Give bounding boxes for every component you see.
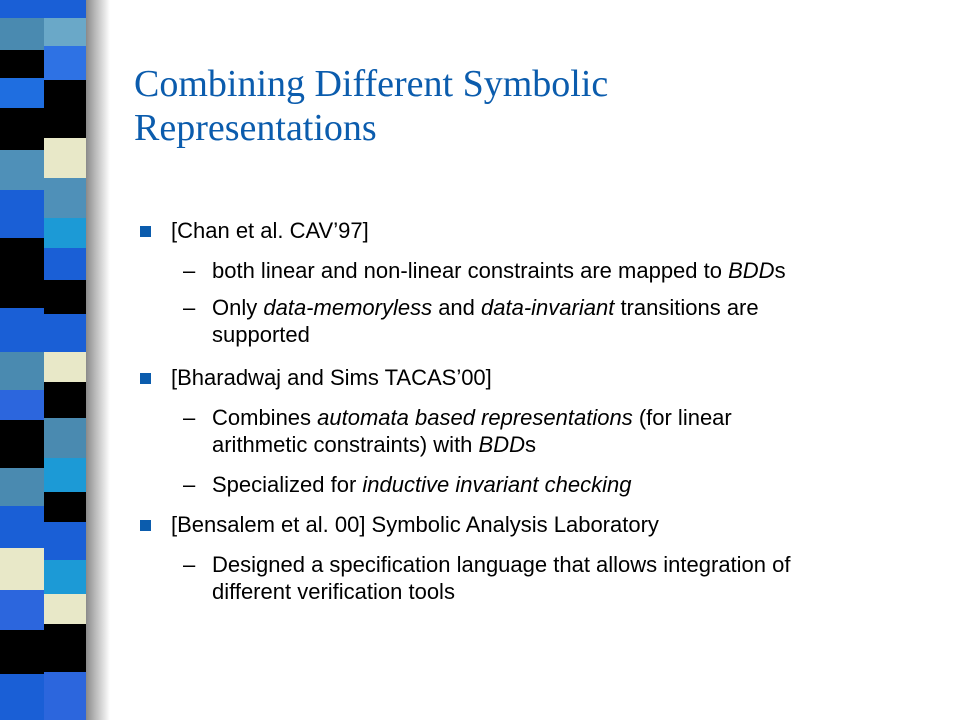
sub-item-text — [212, 472, 631, 498]
sub-item-part: s — [524, 432, 536, 457]
sub-item-italic: automata based representations — [317, 405, 633, 430]
sub-item-part: and — [432, 295, 482, 320]
dash-marker: – — [183, 472, 196, 497]
sub-item-part: transitions are — [614, 295, 759, 320]
sub-item-part: arithmetic constraints) with — [212, 432, 479, 457]
sub-item-italic: inductive invariant checking — [362, 472, 632, 497]
sub-item-text — [212, 258, 786, 284]
slide-title-line2: Representations — [134, 107, 377, 149]
sub-item-part: Specialized for — [212, 472, 363, 497]
sub-item-italic: data-memoryless — [263, 295, 433, 320]
dash-marker: – — [183, 552, 196, 577]
sub-item-part: Only — [212, 295, 264, 320]
sub-item-italic: BDD — [728, 258, 775, 283]
slide-title-line1: Combining Different Symbolic — [134, 63, 609, 105]
sub-item-part: both linear and non-linear constraints are mapped to — [212, 258, 729, 283]
dash-marker: – — [183, 295, 196, 320]
bullet-square-icon — [140, 373, 151, 384]
sub-item-text-continued — [212, 432, 536, 458]
sub-item-text-continued: supported — [212, 322, 310, 347]
sub-item-text — [212, 295, 759, 321]
sub-item-text-continued: different verification tools — [212, 579, 455, 604]
sub-item-part: (for linear — [632, 405, 732, 430]
bullet-item-text: [Bensalem et al. 00] Symbolic Analysis Laboratory — [171, 512, 659, 537]
sub-item-part: Combines — [212, 405, 318, 430]
sub-item-italic: BDD — [478, 432, 525, 457]
dash-marker: – — [183, 258, 196, 283]
bullet-item-text: [Bharadwaj and Sims TACAS’00] — [171, 365, 492, 390]
bullet-square-icon — [140, 520, 151, 531]
dash-marker: – — [183, 405, 196, 430]
sub-item-italic: data-invariant — [481, 295, 615, 320]
sub-item-part: s — [774, 258, 786, 283]
sub-item-text: Designed a specification language that allows integration of — [212, 552, 791, 577]
sub-item-text — [212, 405, 732, 431]
bullet-item-text: [Chan et al. CAV’97] — [171, 218, 369, 243]
bullet-square-icon — [140, 226, 151, 237]
